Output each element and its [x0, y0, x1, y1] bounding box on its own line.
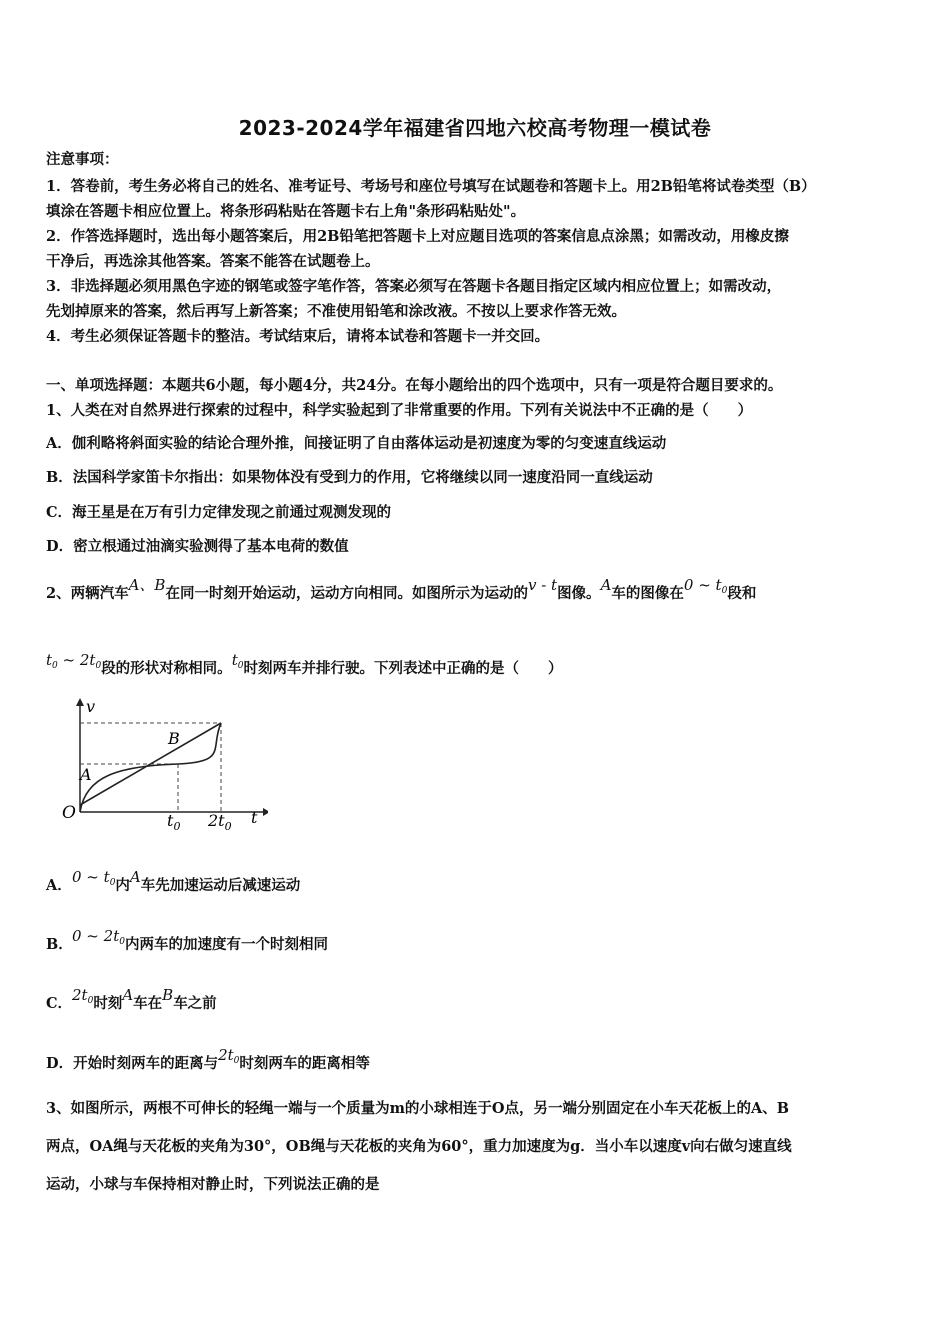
origin-label: O — [62, 803, 76, 823]
q2-sub: 0 — [87, 996, 94, 1006]
q2-math-t0 — [232, 651, 244, 669]
page-title: 2023-2024学年福建省四地六校高考物理一模试卷 — [238, 116, 712, 140]
q2-math-t0-t: t — [231, 651, 238, 669]
notice-line: 先划掉原来的答案，然后再写上新答案；不准使用铅笔和涂改液。不按以上要求作答无效。 — [46, 303, 626, 320]
q2-math-range1-t: t — [46, 651, 53, 669]
2t0-tick-label — [207, 811, 232, 833]
option-math-text: 2t — [72, 986, 88, 1004]
option-text: 时刻 — [93, 995, 123, 1012]
notice-line: 填涂在答题卡相应位置上。将条形码粘贴在答题卡右上角"条形码粘贴处"。 — [46, 203, 526, 220]
q1-option-a: A．伽利略将斜面实验的结论合理外推，间接证明了自由落体运动是初速度为零的匀变速直线运动 — [46, 435, 667, 452]
vt-graph — [58, 698, 268, 838]
option-label: B． — [46, 936, 73, 953]
q2-stem-line2 — [46, 651, 563, 684]
option-math — [72, 986, 93, 1004]
q2-sub: 0 — [119, 937, 125, 947]
q2-sub: 0 — [233, 1056, 240, 1066]
q2-option-c — [46, 986, 217, 1019]
option-math — [72, 868, 115, 886]
option-math — [218, 1046, 239, 1064]
notice-line: 3．非选择题必须用黑色字迹的钢笔或签字笔作答，答案必须写在答题卡各题目指定区域内相应位置上；如需改动， — [46, 278, 782, 295]
q2-sub: 0 — [721, 586, 728, 596]
q2-option-a — [46, 868, 301, 901]
q3-line: 两点，OA绳与天花板的夹角为30°，OB绳与天花板的夹角为60°，重力加速度为g．当小车以速度v向右做匀速直线 — [46, 1138, 792, 1155]
notice-line: 2．作答选择题时，选出每小题答案后，用2B铅笔把答题卡上对应题目选项的答案信息点涂黑；如需改动，用橡皮擦 — [46, 228, 789, 245]
q3-line: 运动，小球与车保持相对静止时，下列说法正确的是 — [46, 1176, 380, 1193]
q2-math-ab: A、B — [128, 576, 166, 594]
section-heading: 一、单项选择题：本题共6小题，每小题4分，共24分。在每小题给出的四个选项中，只有一项是符合题目要求的。 — [46, 377, 783, 394]
q2-sub: 0 — [52, 661, 58, 671]
curve-a-label: A — [80, 765, 92, 784]
option-text: 车在 — [133, 995, 163, 1012]
q2-math-range0 — [684, 576, 727, 594]
option-math-text: 0 ~ 2t — [72, 927, 120, 945]
q2-stem-line1 — [46, 576, 757, 609]
q2-sub: 0 — [95, 661, 102, 671]
notice-line: 干净后，再选涂其他答案。答案不能答在试题卷上。 — [46, 253, 380, 270]
q2-math-a: A — [600, 576, 612, 594]
q2-text: 车的图像在 — [611, 585, 684, 602]
q2-text: 段的形状对称相同。 — [101, 660, 232, 677]
option-text: 内 — [115, 877, 130, 894]
option-text: 内两车的加速度有一个时刻相同 — [124, 936, 328, 953]
option-math-text: 0 ~ t — [72, 868, 110, 886]
curve-b — [80, 723, 221, 812]
t0-tick-label — [167, 811, 180, 833]
v-axis-arrow-icon — [76, 698, 84, 706]
t0-tick-t: t — [167, 811, 174, 830]
v-axis-label: v — [86, 698, 96, 716]
q2-math-range0-text: 0 ~ t — [683, 576, 722, 594]
q2-text: 图像。 — [557, 585, 601, 602]
q1-option-d: D．密立根通过油滴实验测得了基本电荷的数值 — [46, 538, 349, 555]
q2-text: 在同一时刻开始运动，运动方向相同。如图所示为运动的 — [165, 585, 528, 602]
notice-line: 4．考生必须保证答题卡的整洁。考试结束后，请将本试卷和答题卡一并交回。 — [46, 328, 550, 345]
option-math: A — [129, 868, 141, 886]
q2-option-b — [46, 927, 328, 960]
option-label: C． — [46, 995, 73, 1012]
q2-sub: 0 — [109, 878, 116, 888]
q1-option-c: C．海王星是在万有引力定律发现之前通过观测发现的 — [46, 504, 392, 521]
q2-math-vt: v - t — [527, 576, 558, 594]
option-label: A． — [46, 877, 72, 894]
q1-option-b: B．法国科学家笛卡尔指出：如果物体没有受到力的作用，它将继续以同一速度沿同一直线运动 — [46, 469, 653, 486]
option-math: B — [162, 986, 174, 1004]
notice-heading: 注意事项： — [46, 151, 119, 168]
q3-line: 3、如图所示，两根不可伸长的轻绳一端与一个质量为m的小球相连于O点，另一端分别固定在小车天花板上的A、B — [46, 1100, 790, 1117]
option-text: 时刻两车的距离相等 — [239, 1055, 370, 1072]
notice-line: 1．答卷前，考生务必将自己的姓名、准考证号、考场号和座位号填写在试题卷和答题卡上。用2B铅笔将试卷类型（B） — [46, 178, 816, 195]
t0-tick-sub: 0 — [173, 820, 181, 833]
q2-math-range1 — [46, 651, 101, 669]
2t0-tick-sub: 0 — [224, 820, 232, 833]
q2-math-range1-2t: ~ 2t — [57, 651, 96, 669]
option-text: 车之前 — [173, 995, 217, 1012]
t-axis-label: t — [251, 808, 258, 827]
q2-option-d — [46, 1046, 370, 1079]
q2-sub: 0 — [237, 661, 244, 671]
option-math-text: 2t — [218, 1046, 234, 1064]
t-axis-arrow-icon — [263, 808, 268, 816]
option-text: 车先加速运动后减速运动 — [140, 877, 301, 894]
q2-text: 段和 — [727, 585, 757, 602]
q1-stem: 1、人类在对自然界进行探索的过程中，科学实验起到了非常重要的作用。下列有关说法中不正确的是（ ） — [46, 402, 753, 419]
q2-text: 2、两辆汽车 — [46, 585, 129, 602]
curve-b-label: B — [168, 729, 180, 748]
2t0-tick-t: 2t — [208, 811, 225, 830]
option-math — [72, 927, 125, 945]
option-math: A — [122, 986, 134, 1004]
q2-text: 时刻两车并排行驶。下列表述中正确的是（ ） — [243, 660, 563, 677]
option-label: D．开始时刻两车的距离与 — [46, 1055, 219, 1072]
